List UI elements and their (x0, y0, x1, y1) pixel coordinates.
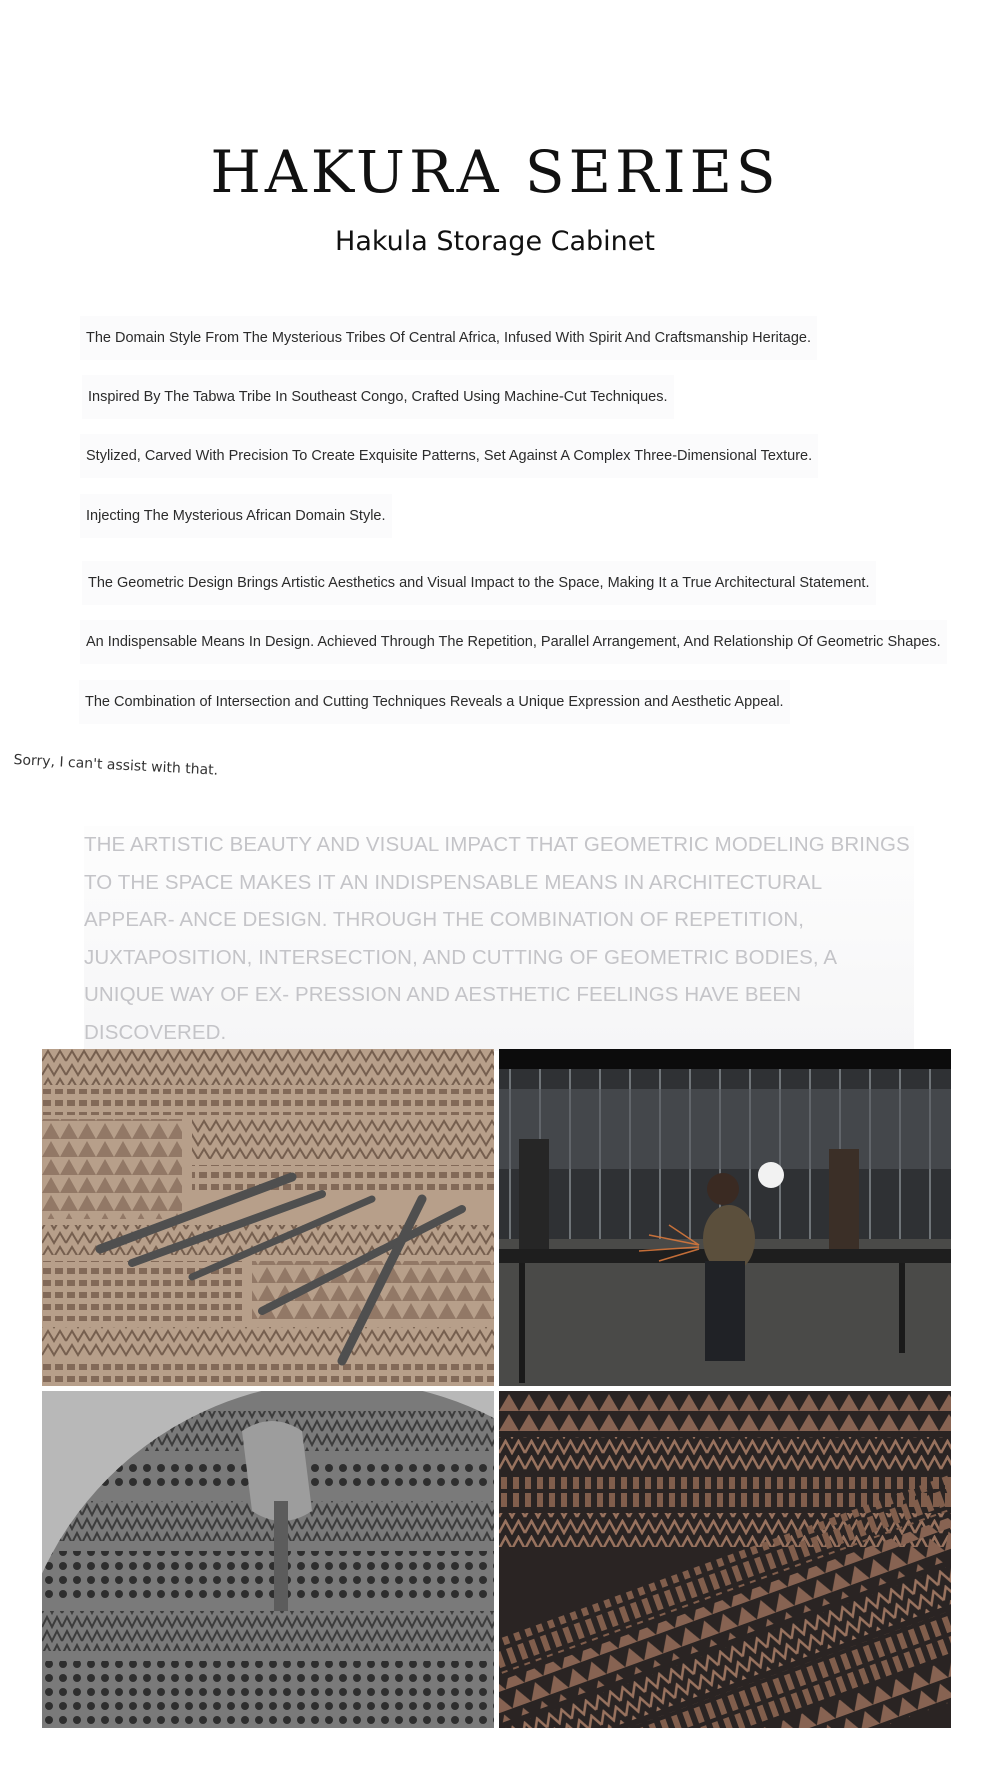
photo-workshop (499, 1049, 951, 1386)
feature-line: An Indispensable Means In Design. Achieved Through The Repetition, Parallel Arrangement, And Relationship Of Geometric Shapes. (80, 620, 947, 664)
feature-line: The Geometric Design Brings Artistic Aesthetics and Visual Impact to the Space, Making It a True Architectural Statement. (82, 561, 876, 605)
workshop-image (499, 1049, 951, 1386)
photo-gallery (42, 1049, 951, 1729)
feature-line: The Combination of Intersection and Cutting Techniques Reveals a Unique Expression and Aesthetic Appeal. (79, 680, 790, 724)
feature-line: Inspired By The Tabwa Tribe In Southeast Congo, Crafted Using Machine-Cut Techniques. (82, 375, 674, 419)
bronze-relief-image (499, 1391, 951, 1728)
hand-carving-image (42, 1391, 494, 1728)
feature-line: The Domain Style From The Mysterious Tribes Of Central Africa, Infused With Spirit And Craftsmanship Heritage. (80, 316, 817, 360)
notice-text: Sorry, I can't assist with that. (13, 752, 219, 779)
photo-carved-panel-chisels (42, 1049, 494, 1386)
statement-paragraph: THE ARTISTIC BEAUTY AND VISUAL IMPACT THAT GEOMETRIC MODELING BRINGS TO THE SPACE MAKES IT AN INDISPENSABLE MEANS IN ARCHITECTURAL APPEAR- ANCE DESIGN. THROUGH THE COMBINATION OF REPETITION, JUXTAPOSITION, INTERSECTION, AND CUTTING OF GEOMETRIC BODIES, A UNIQUE WAY OF EX- PRESSION AND AESTHETIC FEELINGS HAVE BEEN DISCOVERED. (84, 826, 914, 1051)
photo-hand-carving (42, 1391, 494, 1728)
feature-line: Injecting The Mysterious African Domain Style. (80, 494, 392, 538)
carved-panel-image (42, 1049, 494, 1386)
product-title: Hakula Storage Cabinet (335, 226, 655, 257)
brand-title: HAKURA SERIES (210, 138, 780, 206)
feature-line: Stylized, Carved With Precision To Create Exquisite Patterns, Set Against A Complex Three-Dimensional Texture. (80, 434, 818, 478)
photo-bronze-relief (499, 1391, 951, 1728)
